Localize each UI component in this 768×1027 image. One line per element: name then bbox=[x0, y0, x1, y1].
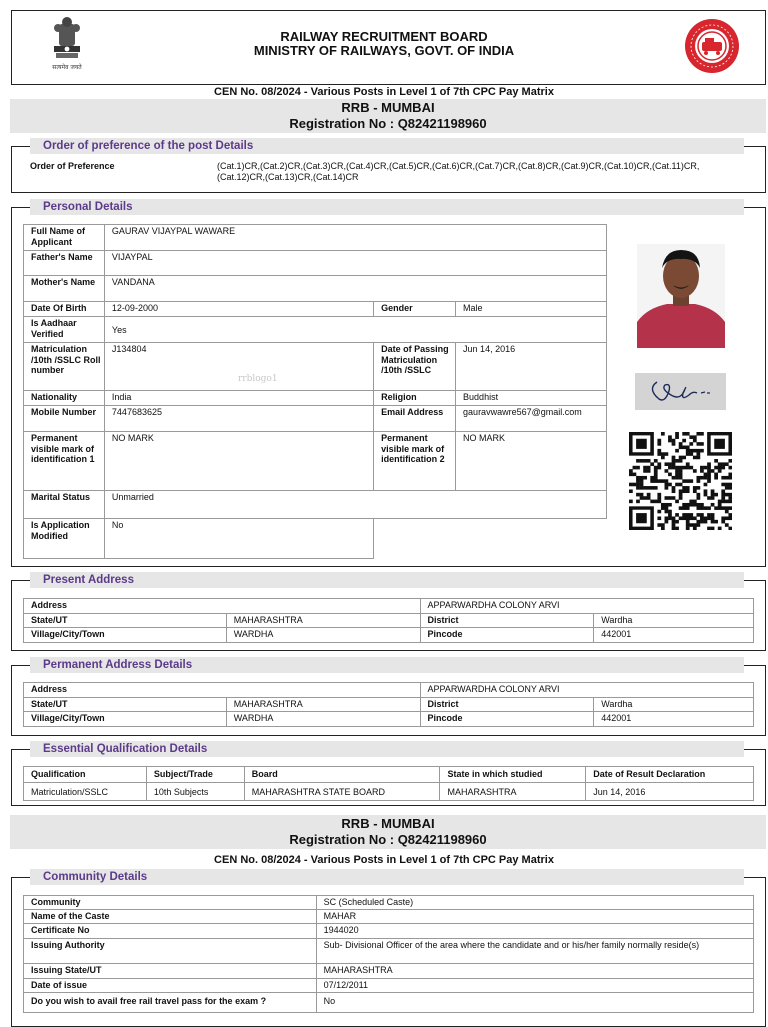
rrb-name-2: RRB - MUMBAI bbox=[341, 816, 435, 831]
permanent-state-value: MAHARASHTRA bbox=[226, 698, 420, 712]
marital-label: Marital Status bbox=[24, 491, 105, 519]
emblem-caption: सत्यमेव जयते bbox=[52, 64, 82, 71]
qr-code-icon bbox=[629, 432, 732, 530]
email-value: gauravwawre567@gmail.com bbox=[456, 406, 607, 432]
personal-section-title: Personal Details bbox=[30, 199, 744, 215]
father-label: Father's Name bbox=[24, 251, 105, 276]
caste-label: Name of the Caste bbox=[24, 910, 317, 924]
issue-date-value: 07/12/2011 bbox=[316, 979, 753, 993]
roll-value: J134804 bbox=[104, 343, 373, 391]
watermark-text: rrblogo1 bbox=[238, 374, 278, 384]
aadhaar-label: Is Aadhaar Verified bbox=[24, 317, 105, 343]
passing-value: Jun 14, 2016 bbox=[456, 343, 607, 391]
community-title: Community Details bbox=[30, 869, 744, 885]
signature-image bbox=[635, 373, 726, 410]
board-header: Board bbox=[244, 767, 440, 783]
issuing-state-label: Issuing State/UT bbox=[24, 964, 317, 979]
present-pincode-value: 442001 bbox=[594, 628, 754, 643]
authority-label: Issuing Authority bbox=[24, 939, 317, 964]
permanent-village-label: Village/City/Town bbox=[24, 712, 227, 727]
personal-details-table bbox=[23, 224, 607, 559]
applicant-name: GAURAV VIJAYPAL WAWARE bbox=[104, 225, 606, 251]
permanent-village-value: WARDHA bbox=[226, 712, 420, 727]
indian-railways-logo-icon bbox=[684, 18, 740, 74]
qualification-table bbox=[23, 766, 754, 801]
mobile-label: Mobile Number bbox=[24, 406, 105, 432]
cen-line: CEN No. 08/2024 - Various Posts in Level 1 of 7th CPC Pay Matrix bbox=[214, 86, 554, 98]
state-value: MAHARASHTRA bbox=[440, 783, 586, 801]
community-table bbox=[23, 895, 754, 1013]
registration-number: Registration No : Q82421198960 bbox=[289, 116, 487, 131]
permanent-state-label: State/UT bbox=[24, 698, 227, 712]
rrb-name: RRB - MUMBAI bbox=[341, 100, 435, 115]
mark1-value: NO MARK bbox=[104, 432, 373, 491]
mark1-label: Permanent visible mark of identification 1 bbox=[24, 432, 105, 491]
passing-label: Date of Passing Matriculation /10th /SSLC bbox=[374, 343, 456, 391]
registration-number-2: Registration No : Q82421198960 bbox=[289, 832, 487, 847]
permanent-district-label: District bbox=[420, 698, 594, 712]
mother-label: Mother's Name bbox=[24, 276, 105, 302]
gender-value: Male bbox=[456, 302, 607, 317]
result-date-value: Jun 14, 2016 bbox=[586, 783, 754, 801]
board-value: MAHARASHTRA STATE BOARD bbox=[244, 783, 440, 801]
rail-pass-value: No bbox=[316, 993, 753, 1013]
result-date-header: Date of Result Declaration bbox=[586, 767, 754, 783]
caste-value: MAHAR bbox=[316, 910, 753, 924]
name-label: Full Name of Applicant bbox=[24, 225, 105, 251]
mother-name: VANDANA bbox=[104, 276, 606, 302]
cen-line-2: CEN No. 08/2024 - Various Posts in Level 1 of 7th CPC Pay Matrix bbox=[214, 854, 554, 866]
issuing-state-value: MAHARASHTRA bbox=[316, 964, 753, 979]
permanent-address-value: APPARWARDHA COLONY ARVI bbox=[420, 683, 754, 698]
qualification-title: Essential Qualification Details bbox=[30, 741, 744, 757]
authority-value: Sub- Divisional Officer of the area where the candidate and or his/her family normally reside(s) bbox=[316, 939, 753, 964]
gender-label: Gender bbox=[374, 302, 456, 317]
nationality-label: Nationality bbox=[24, 391, 105, 406]
community-value: SC (Scheduled Caste) bbox=[316, 896, 753, 910]
religion-value: Buddhist bbox=[456, 391, 607, 406]
modified-label: Is Application Modified bbox=[24, 519, 105, 559]
aadhaar-value: Yes bbox=[104, 317, 606, 343]
present-village-label: Village/City/Town bbox=[24, 628, 227, 643]
present-address-title: Present Address bbox=[30, 572, 744, 588]
present-state-value: MAHARASHTRA bbox=[226, 614, 420, 628]
community-label: Community bbox=[24, 896, 317, 910]
nationality-value: India bbox=[104, 391, 373, 406]
qualification-header: Qualification bbox=[24, 767, 147, 783]
permanent-pincode-value: 442001 bbox=[594, 712, 754, 727]
permanent-district-value: Wardha bbox=[594, 698, 754, 712]
father-name: VIJAYPAL bbox=[104, 251, 606, 276]
applicant-photo bbox=[637, 244, 725, 348]
preference-section-title: Order of preference of the post Details bbox=[30, 138, 744, 154]
certificate-label: Certificate No bbox=[24, 924, 317, 939]
dob-value: 12-09-2000 bbox=[104, 302, 373, 317]
present-district-label: District bbox=[420, 614, 594, 628]
marital-value: Unmarried bbox=[104, 491, 606, 519]
present-address-value: APPARWARDHA COLONY ARVI bbox=[420, 599, 754, 614]
dob-label: Date Of Birth bbox=[24, 302, 105, 317]
rail-pass-label: Do you wish to avail free rail travel pass for the exam ? bbox=[24, 993, 317, 1013]
permanent-address-title: Permanent Address Details bbox=[30, 657, 744, 673]
present-address-label: Address bbox=[24, 599, 421, 614]
mark2-label: Permanent visible mark of identification 2 bbox=[374, 432, 456, 491]
preference-value: (Cat.1)CR,(Cat.2)CR,(Cat.3)CR,(Cat.4)CR,(Cat.5)CR,(Cat.6)CR,(Cat.7)CR,(Cat.8)CR,(Cat.9)CR,(Cat.10)CR,(Cat.11)CR,(Cat.12)CR,(Cat.13)CR,(Cat.14)CR bbox=[217, 161, 700, 182]
certificate-value: 1944020 bbox=[316, 924, 753, 939]
empty-cell bbox=[374, 519, 607, 559]
permanent-address-label: Address bbox=[24, 683, 421, 698]
present-village-value: WARDHA bbox=[226, 628, 420, 643]
mark2-value: NO MARK bbox=[456, 432, 607, 491]
religion-label: Religion bbox=[374, 391, 456, 406]
present-district-value: Wardha bbox=[594, 614, 754, 628]
rrb-band-2 bbox=[10, 815, 766, 849]
permanent-address-table bbox=[23, 682, 754, 727]
state-header: State in which studied bbox=[440, 767, 586, 783]
email-label: Email Address bbox=[374, 406, 456, 432]
modified-value: No bbox=[104, 519, 373, 559]
qualification-value: Matriculation/SSLC bbox=[24, 783, 147, 801]
ministry-name: MINISTRY OF RAILWAYS, GOVT. OF INDIA bbox=[253, 43, 515, 58]
present-address-table bbox=[23, 598, 754, 643]
subject-value: 10th Subjects bbox=[146, 783, 244, 801]
permanent-pincode-label: Pincode bbox=[420, 712, 594, 727]
mobile-value: 7447683625 bbox=[104, 406, 373, 432]
present-pincode-label: Pincode bbox=[420, 628, 594, 643]
issue-date-label: Date of issue bbox=[24, 979, 317, 993]
roll-label: Matriculation /10th /SSLC Roll number bbox=[24, 343, 105, 391]
preference-label: Order of Preference bbox=[30, 161, 115, 171]
subject-header: Subject/Trade bbox=[146, 767, 244, 783]
rrb-band bbox=[10, 99, 766, 133]
board-name: RAILWAY RECRUITMENT BOARD bbox=[280, 29, 488, 44]
present-state-label: State/UT bbox=[24, 614, 227, 628]
